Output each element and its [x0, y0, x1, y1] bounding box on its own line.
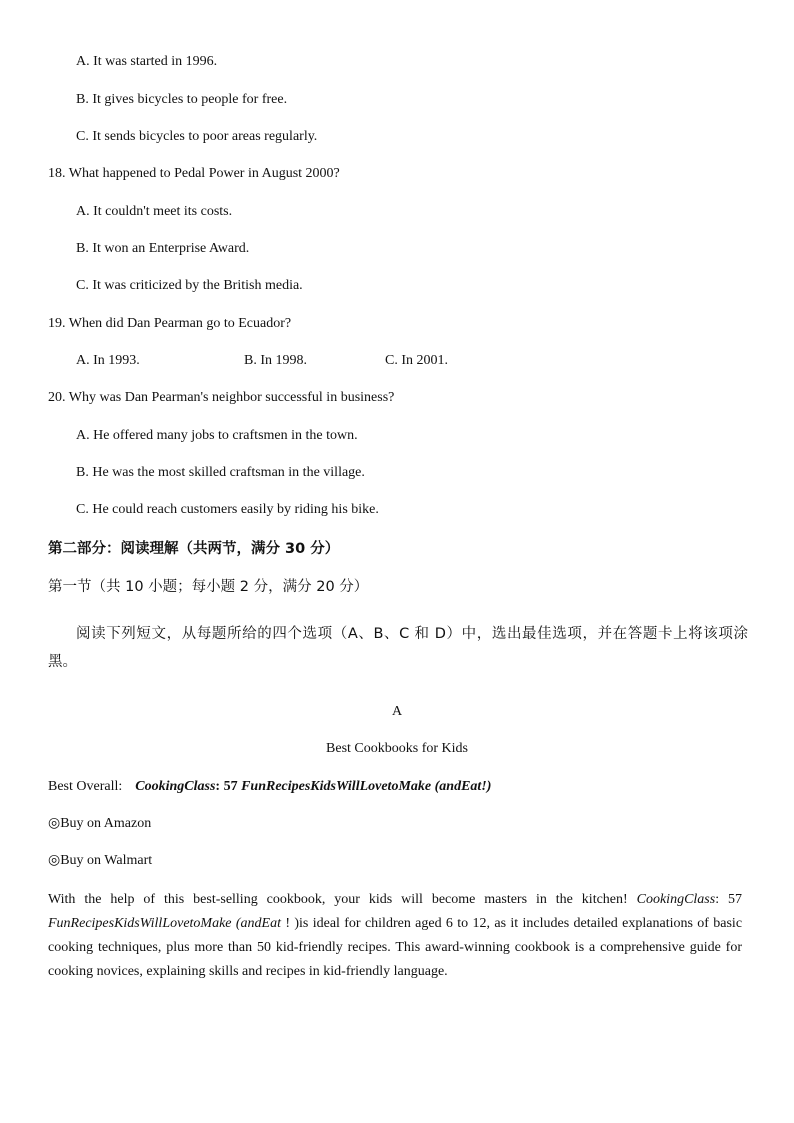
description-title-5: ! — [285, 916, 291, 931]
q19-option-a: A. In 1993. — [76, 353, 140, 368]
q17-option-a: A. It was started in 1996. — [76, 54, 218, 69]
q20-option-c: C. He could reach customers easily by riding his bike. — [76, 502, 379, 517]
passage-letter: A — [391, 704, 403, 719]
q19-question: 19. When did Dan Pearman go to Ecuador? — [48, 316, 292, 331]
description-title-3: FunRecipesKidsWillLovetoMake — [48, 916, 232, 931]
book-title-number: 57 — [223, 779, 238, 794]
book-title-colon: : — [215, 779, 221, 794]
q20-option-b: B. He was the most skilled craftsman in the village. — [76, 465, 365, 480]
description-title-4: (andEat — [235, 916, 281, 931]
q20-option-a: A. He offered many jobs to craftsmen in the town. — [76, 428, 358, 443]
buy-amazon-link[interactable]: ◎Buy on Amazon — [48, 816, 152, 831]
description-title-2: : 57 — [715, 892, 743, 907]
q18-option-a: A. It couldn't meet its costs. — [76, 204, 233, 219]
section1-heading: 第一节（共 10 小题；每小题 2 分，满分 20 分） — [48, 579, 369, 595]
q18-option-b: B. It won an Enterprise Award. — [76, 241, 250, 256]
part2-heading: 第二部分：阅读理解（共两节，满分 30 分） — [48, 541, 340, 557]
q18-question: 18. What happened to Pedal Power in August 2000? — [48, 166, 340, 181]
passage-title: Best Cookbooks for Kids — [326, 741, 468, 756]
description-title-1: CookingClass — [636, 892, 716, 907]
q18-option-c: C. It was criticized by the British media. — [76, 278, 303, 293]
q19-option-b: B. In 1998. — [244, 353, 307, 368]
best-overall-line — [48, 778, 491, 796]
q17-option-b: B. It gives bicycles to people for free. — [76, 92, 288, 107]
book-description — [48, 888, 742, 984]
buy-walmart-link[interactable]: ◎Buy on Walmart — [48, 853, 153, 868]
q17-option-c: C. It sends bicycles to poor areas regularly. — [76, 129, 318, 144]
book-title-part3: (andEat!) — [434, 779, 492, 794]
description-intro: With the help of this best-selling cookbook, your kids will become masters in the kitchen! — [48, 892, 628, 907]
q20-question: 20. Why was Dan Pearman's neighbor successful in business? — [48, 390, 395, 405]
q19-option-c: C. In 2001. — [385, 353, 448, 368]
best-overall-label: Best Overall: — [48, 779, 123, 794]
book-title-part1: CookingClass — [135, 779, 216, 794]
reading-instructions: 阅读下列短文，从每题所给的四个选项（A、B、C 和 D）中，选出最佳选项，并在答题卡上将该项涂黑。 — [48, 626, 748, 670]
description-body: )is ideal for children aged 6 to 12, as it includes detailed explanations of basic cooking techniques, plus more than 50 kid-friendly recipes. This award-winning cookbook is a comprehensive guide for cooking novices, explaining skills and recipes in kid-friendly language. — [48, 916, 743, 979]
book-title-part2: FunRecipesKidsWillLovetoMake — [241, 779, 432, 794]
